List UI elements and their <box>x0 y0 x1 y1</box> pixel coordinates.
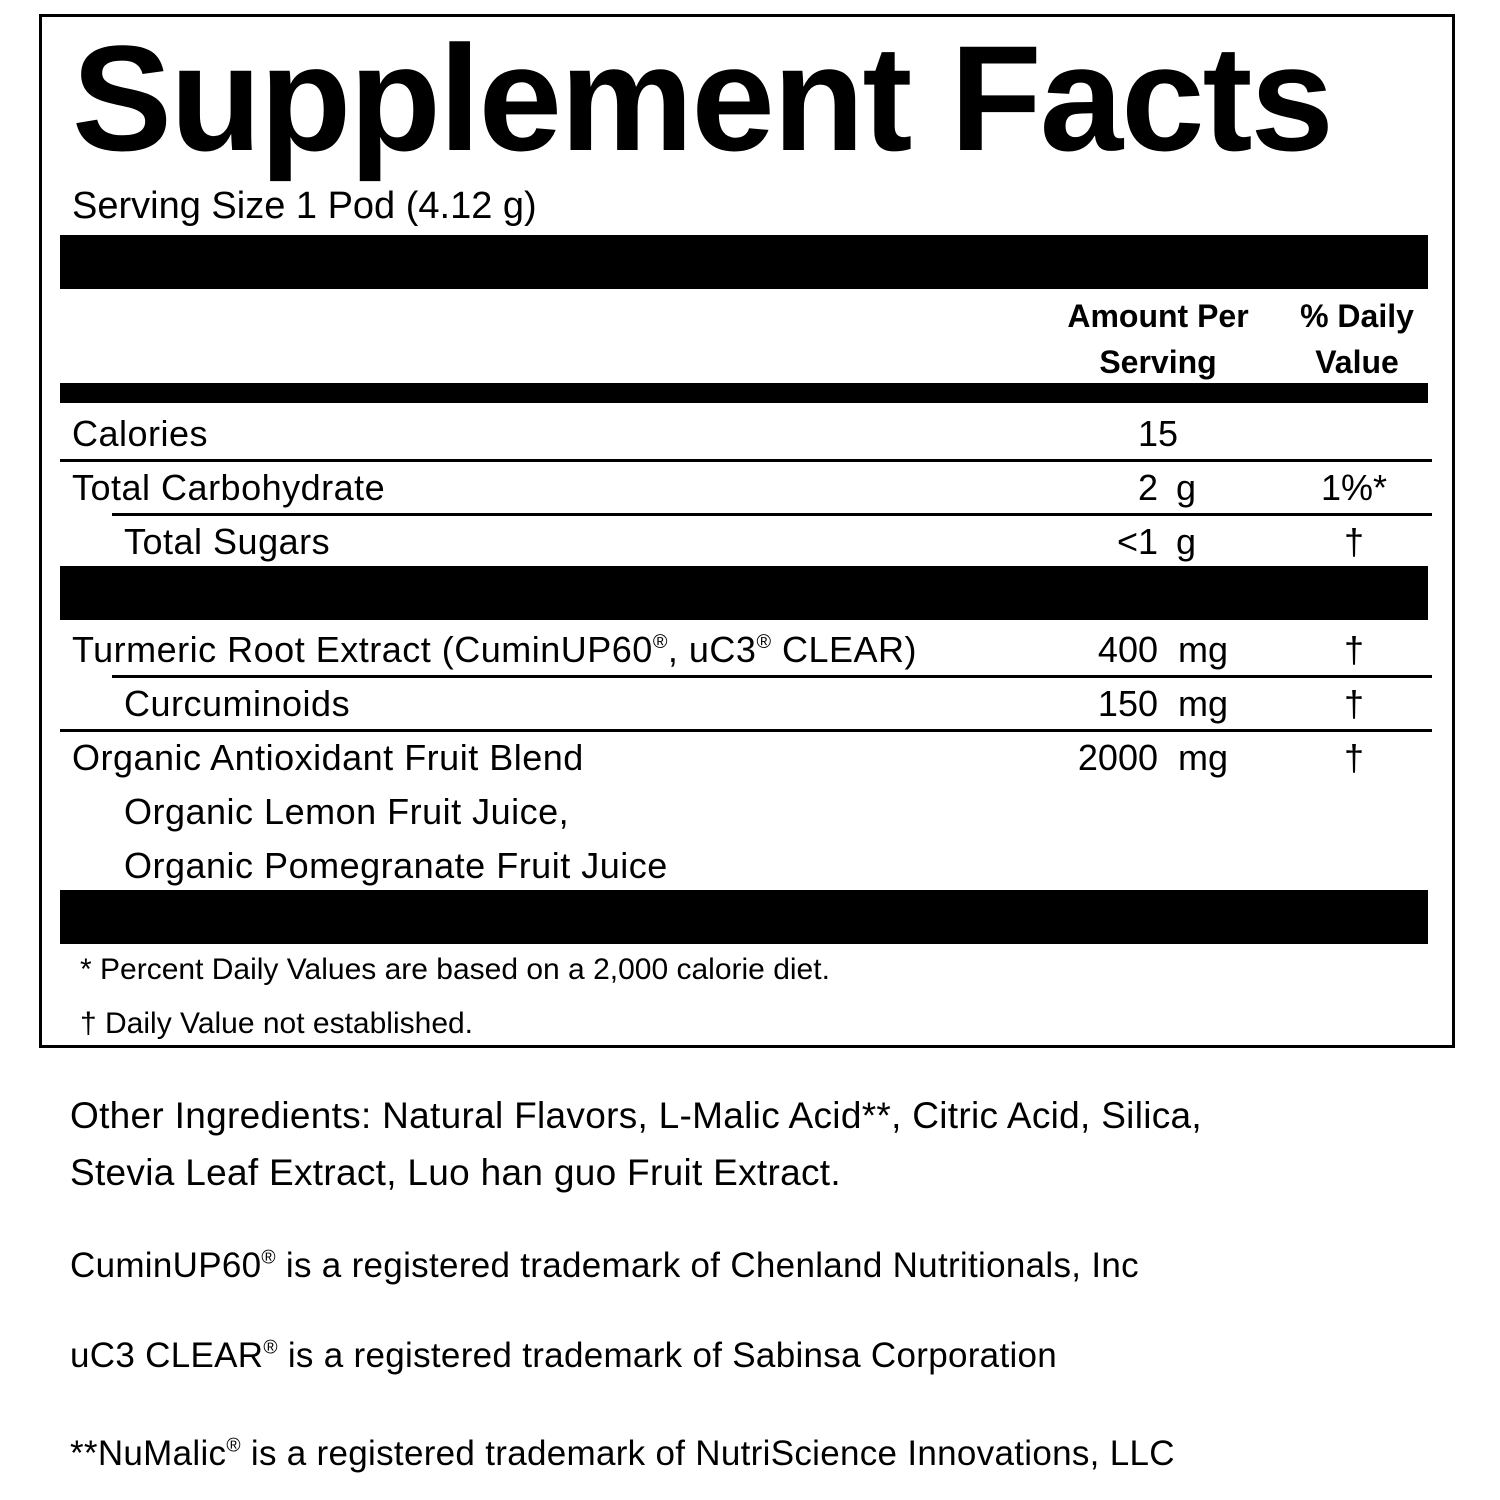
ingredient-unit-turmeric: mg <box>1178 629 1229 670</box>
ingredient-amount-fruit-blend: 2000 <box>1077 737 1158 778</box>
ingredient-name-fruit-blend: Organic Antioxidant Fruit Blend <box>72 737 584 778</box>
ingredient-dv-turmeric: † <box>1343 629 1365 670</box>
row-divider <box>60 459 1432 462</box>
ingredient-amount-turmeric: 400 <box>1097 629 1158 670</box>
ingredient-amount-curcuminoids: 150 <box>1097 683 1158 724</box>
trademark-numalic: **NuMalic® is a registered trademark of NutriScience Innovations, LLC <box>70 1434 1175 1473</box>
nutrient-name-total-carbohydrate: Total Carbohydrate <box>72 467 386 508</box>
blend-component: Organic Pomegranate Fruit Juice <box>124 845 668 886</box>
ingredient-dv-curcuminoids: † <box>1343 683 1365 724</box>
medium-divider <box>60 383 1428 403</box>
ingredient-unit-curcuminoids: mg <box>1178 683 1229 724</box>
thick-divider <box>60 890 1428 944</box>
supplement-facts-panel <box>39 14 1455 1048</box>
header-amount-per-serving: Amount Per Serving <box>1067 298 1249 380</box>
nutrient-amount-total-carbohydrate: 2 <box>1137 467 1158 508</box>
nutrient-dv-total-sugars: † <box>1343 521 1365 562</box>
serving-size: Serving Size 1 Pod (4.12 g) <box>72 185 537 227</box>
blend-component: Organic Lemon Fruit Juice, <box>124 791 570 832</box>
footnote-not-established: † Daily Value not established. <box>80 1007 474 1040</box>
ingredient-dv-fruit-blend: † <box>1343 737 1365 778</box>
trademark-uc3-clear: uC3 CLEAR® is a registered trademark of Sabinsa Corporation <box>70 1336 1058 1375</box>
ingredient-name-turmeric: Turmeric Root Extract (CuminUP60®, uC3® CLEAR) <box>72 629 918 670</box>
nutrient-name-calories: Calories <box>72 413 209 454</box>
row-divider <box>60 729 1432 732</box>
header-daily-value: % Daily Value <box>1300 298 1414 380</box>
thick-divider <box>60 566 1428 620</box>
ingredient-name-curcuminoids: Curcuminoids <box>124 683 351 724</box>
trademark-cuminup60: CuminUP60® is a registered trademark of Chenland Nutritionals, Inc <box>70 1246 1139 1285</box>
row-divider-indented <box>112 675 1432 678</box>
nutrient-dv-total-carbohydrate: 1%* <box>1320 467 1388 508</box>
nutrient-unit-total-carbohydrate: g <box>1176 467 1197 508</box>
footnote-daily-values: * Percent Daily Values are based on a 2,000 calorie diet. <box>80 953 830 986</box>
nutrient-amount-calories: 15 <box>1137 413 1178 454</box>
thick-divider <box>60 235 1428 289</box>
panel-title: Supplement Facts <box>72 14 1332 182</box>
nutrient-amount-total-sugars: <1 <box>1116 521 1158 562</box>
other-ingredients-line: Other Ingredients: Natural Flavors, L-Malic Acid**, Citric Acid, Silica, <box>70 1095 1202 1136</box>
other-ingredients-line: Stevia Leaf Extract, Luo han guo Fruit Extract. <box>70 1152 841 1193</box>
nutrient-unit-total-sugars: g <box>1176 521 1197 562</box>
row-divider-indented <box>112 513 1432 516</box>
ingredient-unit-fruit-blend: mg <box>1178 737 1229 778</box>
nutrient-name-total-sugars: Total Sugars <box>124 521 331 562</box>
